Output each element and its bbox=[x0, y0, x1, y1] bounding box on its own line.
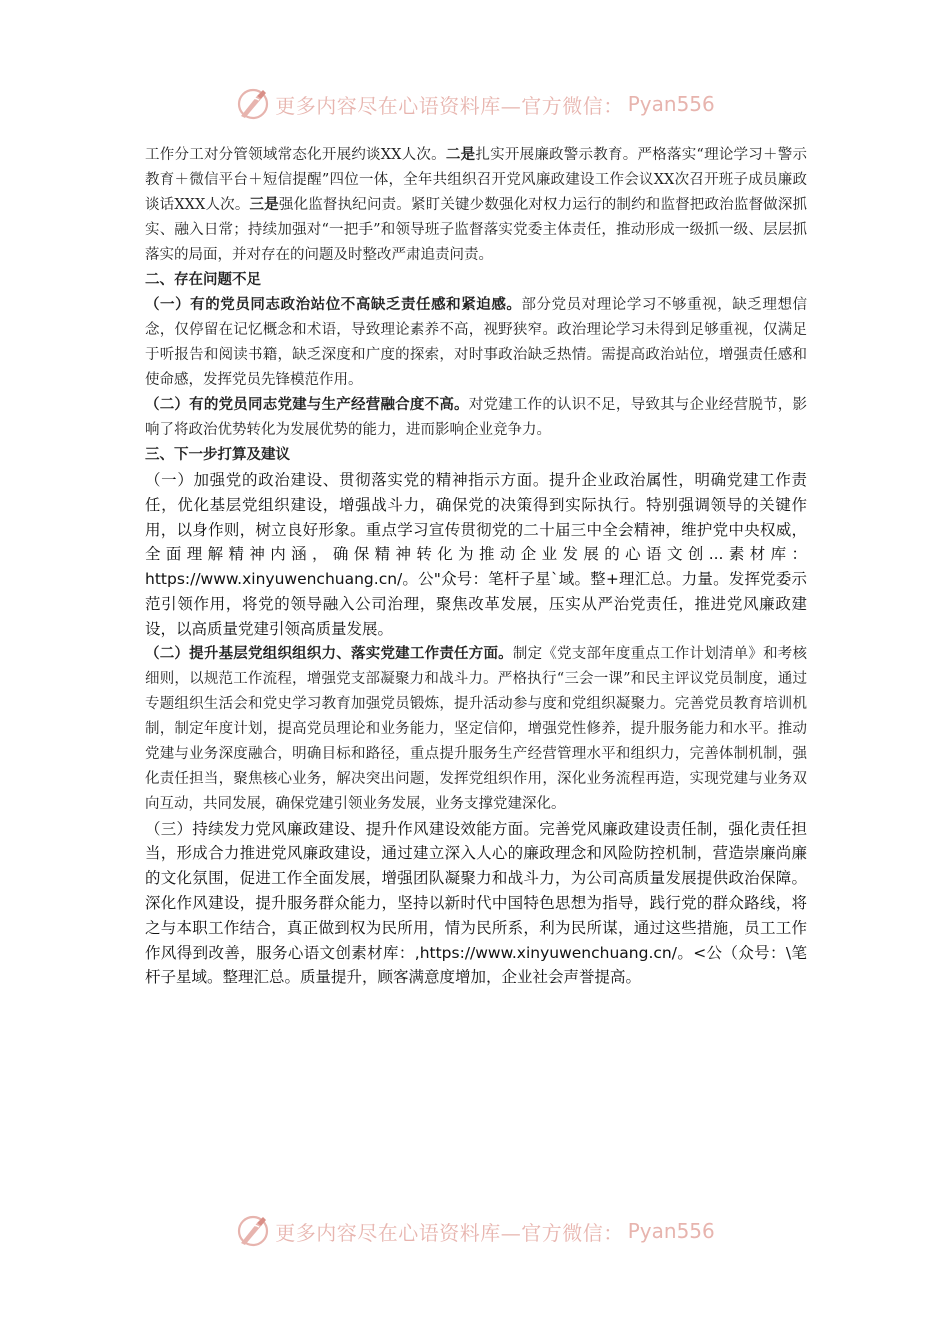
watermark-banner-bottom bbox=[0, 1211, 950, 1251]
pen-logo-icon bbox=[235, 1213, 271, 1249]
watermark-banner-top bbox=[0, 84, 950, 124]
banner-text: 更多内容尽在心语资料库—官方微信： bbox=[275, 1220, 624, 1245]
banner-text: 更多内容尽在心语资料库—官方微信： bbox=[275, 93, 624, 118]
pen-logo-icon bbox=[235, 86, 271, 122]
banner-handle: Pyan556 bbox=[627, 1219, 715, 1243]
paragraph-2 bbox=[145, 293, 807, 393]
paragraph-4: （一）加强党的政治建设、贯彻落实党的精神指示方面。提升企业政治属性，明确党建工作责任，优化基层党组织建设，增强战斗力，确保党的决策得到实际执行。特别强调领导的关键作用，以身作则，树立良好形象。重点学习宣传贯彻党的二十届三中全会精神，维护党中央权威，全面理解精神内涵，确保精神转化为推动企业发展的心语文创...素材库：https://www.xinyuwenchuang.cn/。公"众号：笔杆子星`域。整+理汇总。力量。发挥党委示范引领作用，将党的领导融入公司治理，聚焦改革发展，压实从严治党责任，推进党风廉政建设，以高质量党建引领高质量发展。 bbox=[145, 471, 807, 638]
banner-handle: Pyan556 bbox=[627, 92, 715, 116]
section-heading-2: 二、存在问题不足 bbox=[145, 272, 261, 288]
p1-bold-d: 三是 bbox=[249, 197, 279, 213]
p5-title: （二）提升基层党组织组织力、落实党建工作责任方面。 bbox=[145, 645, 513, 662]
p5-body: 制定《党支部年度重点工作计划清单》和考核细则，以规范工作流程，增强党支部凝聚力和战斗力。严格执行“三会一课”和民主评议党员制度，通过专题组织生活会和党史学习教育加强党员锻炼，提升活动参与度和党组织凝聚力。完善党员教育培训机制，制定年度计划，提高党员理论和业务能力，坚定信仰，增强党性修养，提升服务能力和水平。推动党建与业务深度融合，明确目标和路径，重点提升服务生产经营管理水平和组织力，完善体制机制，强化责任担当，聚焦核心业务，解决突出问题，发挥党组织作用，深化业务流程再造，实现党建与业务双向互动，共同发展，确保党建引领业务发展，业务支撑党建深化。 bbox=[145, 645, 808, 812]
section-heading-3: 三、下一步打算及建议 bbox=[145, 447, 290, 463]
paragraph-5 bbox=[145, 642, 807, 817]
paragraph-1 bbox=[145, 143, 807, 268]
p1-text-e: 强化监督执纪问责。紧盯关键少数强化对权力运行的制约和监督把政治监督做深抓实、融入日常；持续加强对“一把手”和领导班子监督落实党委主体责任，推动形成一级抓一级、层层抓落实的局面，并对存在的问题及时整改严肃追责问责。 bbox=[145, 197, 808, 263]
p1-text-a: 工作分工对分管领域常态化开展约谈XX人次。 bbox=[145, 147, 446, 163]
p1-text-c: 扎实开展廉政警示教育。严格落实“理论学习＋警示教育＋微信平台＋短信提醒”四位一体，全年共组织召开党风廉政建设工作会议XX次召开班子成员廉政谈话XXX人次。 bbox=[145, 147, 807, 213]
paragraph-3 bbox=[145, 393, 807, 443]
p2-body: 部分党员对理论学习不够重视，缺乏理想信念，仅停留在记忆概念和术语，导致理论素养不高，视野狭窄。政治理论学习未得到足够重视，仅满足于听报告和阅读书籍，缺乏深度和广度的探索，对时事政治缺乏热情。需提高政治站位，增强责任感和使命感，发挥党员先锋模范作用。 bbox=[145, 297, 807, 388]
p2-title: （一）有的党员同志政治站位不高缺乏责任感和紧迫感。 bbox=[145, 297, 522, 313]
document-body bbox=[145, 143, 807, 990]
p3-body: 对党建工作的认识不足，导致其与企业经营脱节，影响了将政治优势转化为发展优势的能力，进而影响企业竞争力。 bbox=[145, 397, 807, 438]
paragraph-6: （三）持续发力党风廉政建设、提升作风建设效能方面。完善党风廉政建设责任制，强化责任担当，形成合力推进党风廉政建设，通过建立深入人心的廉政理念和风险防控机制，营造崇廉尚廉的文化氛围，促进工作全面发展，增强团队凝聚力和战斗力，为公司高质量发展提供政治保障。深化作风建设，提升服务群众能力，坚持以新时代中国特色思想为指导，践行党的群众路线，将之与本职工作结合，真正做到权为民所用，情为民所系，利为民所谋，通过这些措施，员工工作作风得到改善，服务心语文创素材库：,https://www.xinyuwenchuang.cn/。<公（众号：\笔杆子星域。整理汇总。质量提升，顾客满意度增加，企业社会声誉提高。 bbox=[145, 819, 807, 987]
p3-title: （二）有的党员同志党建与生产经营融合度不高。 bbox=[145, 397, 469, 413]
p1-bold-b: 二是 bbox=[445, 147, 476, 163]
